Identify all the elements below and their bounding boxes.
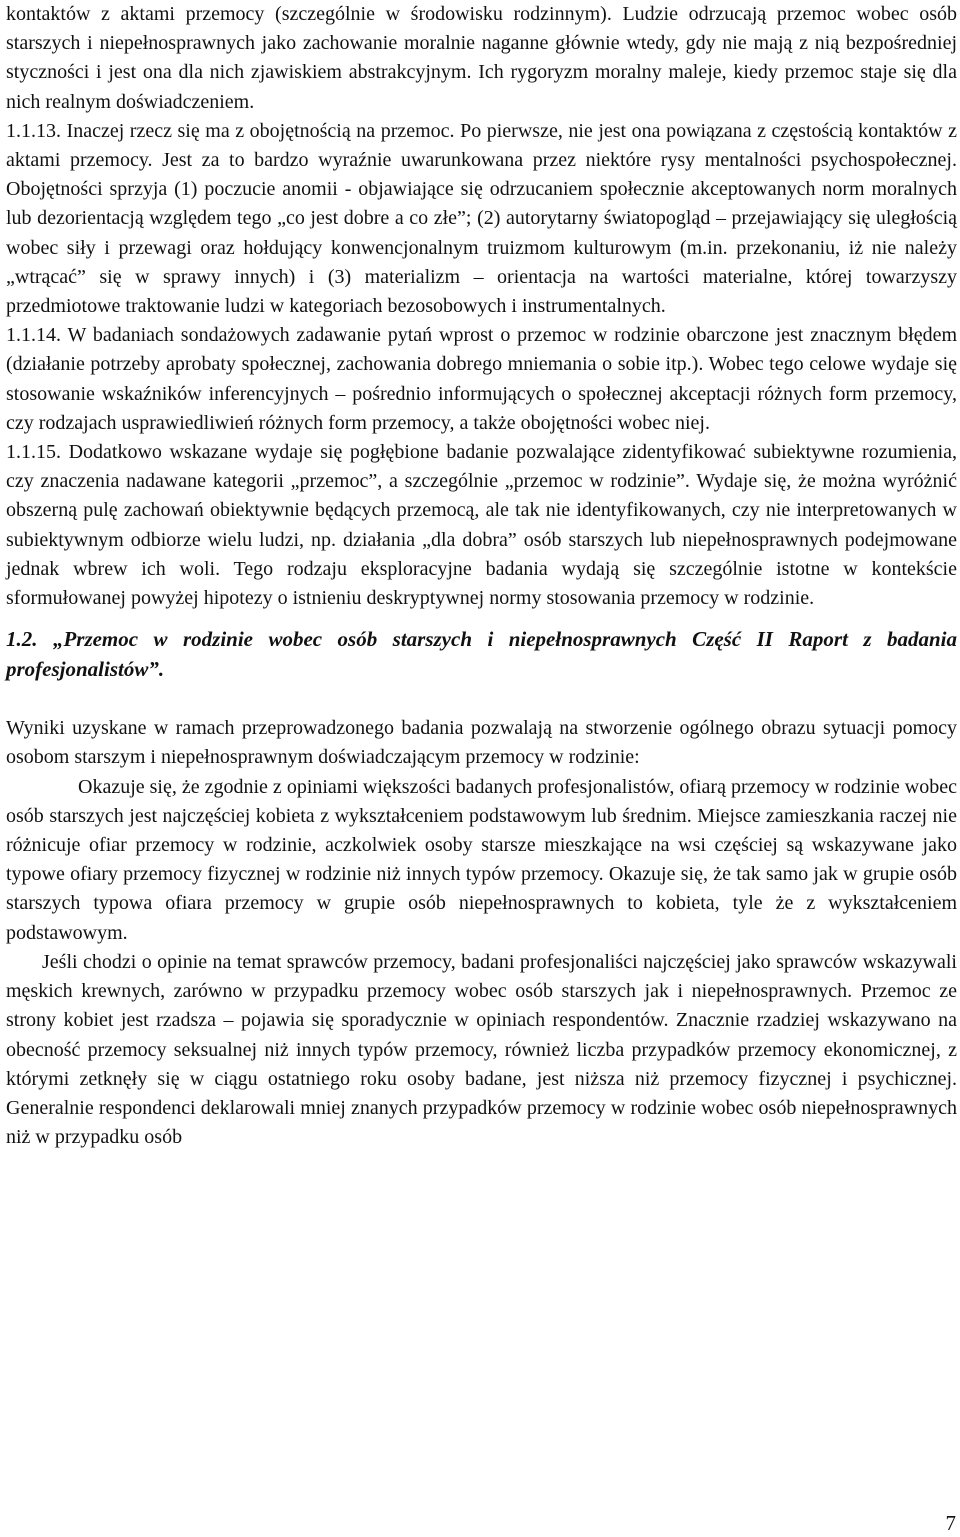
paragraph-perpetrators: Jeśli chodzi o opinie na temat sprawców przemocy, badani profesjonaliści najczęściej jako sprawców wskazywali męskich krewnych, zarówno w przypadku przemocy wobec osób starszych jak i niepełnosprawnych. Przemoc ze strony kobiet jest rzadsza – pojawia się sporadycznie w opiniach respondentów. Znacznie rzadziej wskazywano na obecność przemocy seksualnej niż innych typów przemocy, również liczba przypadków przemocy ekonomicznej, z którymi zetknęły się w ciągu ostatniego roku osoby badane, jest niższa niż przemocy fizycznej i psychicznej. Generalnie respondenci deklarowali mniej znanych przypadków przemocy w rodzinie wobec osób niepełnosprawnych niż w przypadku osób [6,950,957,1149]
paragraph-attitudes: kontaktów z aktami przemocy (szczególnie w środowisku rodzinnym). Ludzie odrzucają przemoc wobec osób starszych i niepełnosprawnych jako zachowanie moralnie naganne głównie wtedy, gdy nie mają z nią bezpośredniej styczności i jest ona dla nich zjawiskiem abstrakcyjnym. Ich rygoryzm moralny maleje, kiedy przemoc staje się dla nich realnym doświadczeniem. [6,3,957,113]
paragraph-victims: Okazuje się, że zgodnie z opiniami większości badanych profesjonalistów, ofiarą przemocy w rodzinie wobec osób starszych jest najczęściej kobieta z wykształceniem podstawowym lub średnim. Miejsce zamieszkania raczej nie różnicuje ofiar przemocy w rodzinie, aczkolwiek osoby starsze mieszkające na wsi częściej są wskazywane jako typowe ofiary przemocy fizycznej w rodzinie niż innych typów przemocy. Okazuje się, że tak samo jak w grupie osób starszych typowa ofiara przemocy w grupie osób niepełnosprawnych to kobieta, tyle że z wykształceniem podstawowym. [6,775,957,944]
spacer [6,684,957,714]
section-heading-1-2: 1.2. „Przemoc w rodzinie wobec osób starszych i niepełnosprawnych Część II Raport z badania profesjonalistów”. [6,627,957,681]
page-number: 7 [945,1511,956,1535]
document-page [6,0,957,1152]
paragraph-1-1-13: 1.1.13. Inaczej rzecz się ma z obojętnością na przemoc. Po pierwsze, nie jest ona powiązana z częstością kontaktów z aktami przemocy. Jest za to bardzo wyraźnie uwarunkowana przez niektóre rysy mentalności psychospołecznej. Obojętności sprzyja (1) poczucie anomii - objawiające się odrzucaniem społecznie akceptowanych norm moralnych lub dezorientacją względem tego „co jest dobre a co złe”; (2) autorytarny światopogląd – przejawiający się uległością wobec siły i przewagi oraz hołdujący konwencjonalnym truizmom kulturowym (m.in. przekonaniu, iż nie należy „wtrącać” się w sprawy innych) i (3) materializm – orientacja na wartości materialne, której towarzyszy przedmiotowe traktowanie ludzi w kategoriach bezosobowych i instrumentalnych. [6,119,957,318]
paragraph-1-1-15: 1.1.15. Dodatkowo wskazane wydaje się pogłębione badanie pozwalające zidentyfikować subiektywne rozumienia, czy znaczenia nadawane kategorii „przemoc”, a szczególnie „przemoc w rodzinie”. Wydaje się, że można wyróżnić obszerną pulę zachowań obiektywnie będących przemocą, ale tak nie identyfikowanych, czy nie interpretowanych w subiektywnym odbiorze wielu ludzi, np. działania „dla dobra” osób starszych lub niepełnosprawnych podejmowane jednak wbrew ich woli. Tego rodzaju eksploracyjne badania wydają się szczególnie istotne w kontekście sformułowanej powyżej hipotezy o istnieniu deskryptywnej normy stosowania przemocy w rodzinie. [6,441,957,610]
spacer [6,613,957,625]
paragraph-results-intro: Wyniki uzyskane w ramach przeprowadzonego badania pozwalają na stworzenie ogólnego obrazu sytuacji pomocy osobom starszym i niepełnosprawnym doświadczającym przemocy w rodzinie: [6,717,957,769]
paragraph-1-1-14: 1.1.14. W badaniach sondażowych zadawanie pytań wprost o przemoc w rodzinie obarczone jest znacznym błędem (działanie potrzeby aprobaty społecznej, zachowania dobrego mniemania o sobie itp.). Wobec tego celowe wydaje się stosowanie wskaźników inferencyjnych – pośrednio informujących o społecznej akceptacji różnych form przemocy, czy rodzajach usprawiedliwień różnych form przemocy, a także obojętności wobec niej. [6,324,957,434]
